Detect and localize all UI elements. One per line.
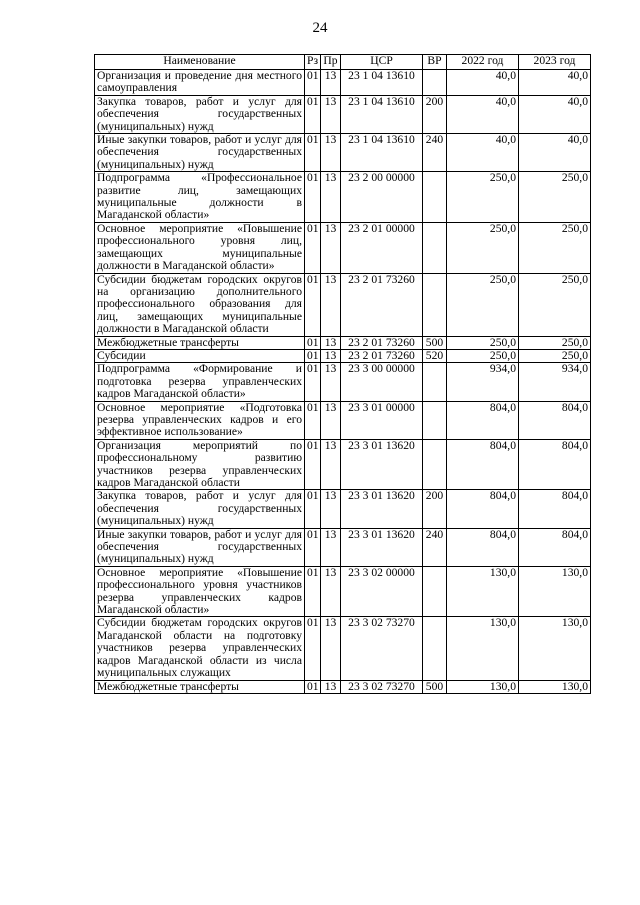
cell-name: Закупка товаров, работ и услуг для обеспечения государственных (муниципальных) нужд bbox=[95, 490, 305, 528]
cell-csr: 23 3 00 00000 bbox=[341, 363, 423, 401]
cell-pr: 13 bbox=[321, 349, 341, 362]
cell-rz: 01 bbox=[305, 528, 321, 566]
cell-2023: 250,0 bbox=[519, 172, 591, 223]
cell-pr: 13 bbox=[321, 95, 341, 133]
cell-rz: 01 bbox=[305, 336, 321, 349]
header-row bbox=[95, 55, 591, 70]
cell-pr: 13 bbox=[321, 617, 341, 680]
cell-name: Закупка товаров, работ и услуг для обеспечения государственных (муниципальных) нужд bbox=[95, 95, 305, 133]
cell-rz: 01 bbox=[305, 349, 321, 362]
cell-name: Основное мероприятие «Подготовка резерва управленческих кадров и его эффективное использование» bbox=[95, 401, 305, 439]
cell-2022: 130,0 bbox=[447, 680, 519, 693]
cell-name: Организация и проведение дня местного самоуправления bbox=[95, 70, 305, 96]
table-body bbox=[95, 70, 591, 694]
table-row bbox=[95, 134, 591, 172]
cell-csr: 23 2 01 00000 bbox=[341, 222, 423, 273]
cell-name: Межбюджетные трансферты bbox=[95, 336, 305, 349]
cell-pr: 13 bbox=[321, 363, 341, 401]
cell-vr bbox=[423, 363, 447, 401]
header-vr: ВР bbox=[423, 55, 447, 70]
cell-vr bbox=[423, 617, 447, 680]
cell-2022: 130,0 bbox=[447, 566, 519, 617]
cell-vr: 200 bbox=[423, 95, 447, 133]
cell-rz: 01 bbox=[305, 490, 321, 528]
cell-2023: 40,0 bbox=[519, 134, 591, 172]
cell-2022: 130,0 bbox=[447, 617, 519, 680]
cell-2022: 250,0 bbox=[447, 222, 519, 273]
cell-rz: 01 bbox=[305, 363, 321, 401]
cell-pr: 13 bbox=[321, 134, 341, 172]
cell-csr: 23 2 00 00000 bbox=[341, 172, 423, 223]
cell-2022: 804,0 bbox=[447, 401, 519, 439]
header-rz: Рз bbox=[305, 55, 321, 70]
table-row bbox=[95, 680, 591, 693]
table-row bbox=[95, 566, 591, 617]
cell-csr: 23 3 01 13620 bbox=[341, 439, 423, 490]
cell-vr bbox=[423, 172, 447, 223]
cell-csr: 23 1 04 13610 bbox=[341, 70, 423, 96]
cell-rz: 01 bbox=[305, 680, 321, 693]
cell-rz: 01 bbox=[305, 95, 321, 133]
cell-vr: 240 bbox=[423, 134, 447, 172]
table-row bbox=[95, 172, 591, 223]
cell-rz: 01 bbox=[305, 401, 321, 439]
cell-vr bbox=[423, 273, 447, 336]
cell-rz: 01 bbox=[305, 273, 321, 336]
cell-csr: 23 1 04 13610 bbox=[341, 95, 423, 133]
cell-2023: 40,0 bbox=[519, 95, 591, 133]
header-pr: Пр bbox=[321, 55, 341, 70]
cell-csr: 23 2 01 73260 bbox=[341, 336, 423, 349]
cell-name: Организация мероприятий по профессиональному развитию участников резерва управленческих кадров Магаданской области bbox=[95, 439, 305, 490]
cell-2023: 250,0 bbox=[519, 273, 591, 336]
cell-pr: 13 bbox=[321, 528, 341, 566]
cell-pr: 13 bbox=[321, 680, 341, 693]
table-row bbox=[95, 528, 591, 566]
budget-table bbox=[94, 54, 591, 694]
cell-pr: 13 bbox=[321, 172, 341, 223]
cell-name: Иные закупки товаров, работ и услуг для обеспечения государственных (муниципальных) нужд bbox=[95, 528, 305, 566]
cell-2023: 250,0 bbox=[519, 349, 591, 362]
cell-csr: 23 3 02 73270 bbox=[341, 680, 423, 693]
cell-pr: 13 bbox=[321, 490, 341, 528]
table-row bbox=[95, 222, 591, 273]
cell-2023: 804,0 bbox=[519, 528, 591, 566]
cell-rz: 01 bbox=[305, 439, 321, 490]
cell-pr: 13 bbox=[321, 70, 341, 96]
cell-name: Основное мероприятие «Повышение профессионального уровня участников резерва управленческих кадров Магаданской области» bbox=[95, 566, 305, 617]
table-row bbox=[95, 363, 591, 401]
cell-csr: 23 2 01 73260 bbox=[341, 349, 423, 362]
cell-name: Подпрограмма «Профессиональное развитие лиц, замещающих муниципальные должности в Магаданской области» bbox=[95, 172, 305, 223]
cell-csr: 23 3 01 13620 bbox=[341, 490, 423, 528]
cell-2022: 250,0 bbox=[447, 273, 519, 336]
cell-2022: 804,0 bbox=[447, 439, 519, 490]
table-row bbox=[95, 70, 591, 96]
cell-2022: 250,0 bbox=[447, 349, 519, 362]
cell-2023: 804,0 bbox=[519, 439, 591, 490]
header-2023: 2023 год bbox=[519, 55, 591, 70]
cell-2022: 40,0 bbox=[447, 134, 519, 172]
cell-vr bbox=[423, 70, 447, 96]
cell-2023: 934,0 bbox=[519, 363, 591, 401]
cell-rz: 01 bbox=[305, 566, 321, 617]
cell-rz: 01 bbox=[305, 222, 321, 273]
cell-name: Основное мероприятие «Повышение профессионального уровня лиц, замещающих муниципальные должности в Магаданской области» bbox=[95, 222, 305, 273]
cell-csr: 23 3 01 13620 bbox=[341, 528, 423, 566]
cell-csr: 23 3 02 73270 bbox=[341, 617, 423, 680]
cell-vr bbox=[423, 566, 447, 617]
cell-pr: 13 bbox=[321, 401, 341, 439]
table-row bbox=[95, 273, 591, 336]
cell-vr: 500 bbox=[423, 336, 447, 349]
cell-vr bbox=[423, 222, 447, 273]
cell-name: Субсидии бюджетам городских округов на организацию дополнительного профессионального образования для лиц, замещающих муниципальные должности в Магаданской области bbox=[95, 273, 305, 336]
table-row bbox=[95, 439, 591, 490]
cell-2023: 40,0 bbox=[519, 70, 591, 96]
header-2022: 2022 год bbox=[447, 55, 519, 70]
cell-vr: 520 bbox=[423, 349, 447, 362]
cell-rz: 01 bbox=[305, 617, 321, 680]
cell-2023: 130,0 bbox=[519, 680, 591, 693]
cell-vr bbox=[423, 401, 447, 439]
cell-2022: 934,0 bbox=[447, 363, 519, 401]
cell-rz: 01 bbox=[305, 70, 321, 96]
cell-2022: 804,0 bbox=[447, 490, 519, 528]
table-header bbox=[95, 55, 591, 70]
cell-2023: 130,0 bbox=[519, 617, 591, 680]
cell-name: Субсидии bbox=[95, 349, 305, 362]
cell-pr: 13 bbox=[321, 222, 341, 273]
header-name: Наименование bbox=[95, 55, 305, 70]
cell-2023: 250,0 bbox=[519, 222, 591, 273]
page-number: 24 bbox=[312, 20, 328, 36]
table-row bbox=[95, 490, 591, 528]
cell-2022: 40,0 bbox=[447, 95, 519, 133]
cell-2023: 804,0 bbox=[519, 490, 591, 528]
cell-2022: 804,0 bbox=[447, 528, 519, 566]
cell-2022: 40,0 bbox=[447, 70, 519, 96]
cell-csr: 23 2 01 73260 bbox=[341, 273, 423, 336]
table-row bbox=[95, 336, 591, 349]
cell-name: Иные закупки товаров, работ и услуг для обеспечения государственных (муниципальных) нужд bbox=[95, 134, 305, 172]
table-row bbox=[95, 349, 591, 362]
header-csr: ЦСР bbox=[341, 55, 423, 70]
cell-2023: 250,0 bbox=[519, 336, 591, 349]
cell-pr: 13 bbox=[321, 439, 341, 490]
cell-name: Межбюджетные трансферты bbox=[95, 680, 305, 693]
cell-rz: 01 bbox=[305, 134, 321, 172]
cell-2023: 130,0 bbox=[519, 566, 591, 617]
cell-csr: 23 1 04 13610 bbox=[341, 134, 423, 172]
cell-pr: 13 bbox=[321, 336, 341, 349]
cell-vr: 500 bbox=[423, 680, 447, 693]
cell-2022: 250,0 bbox=[447, 336, 519, 349]
cell-vr: 200 bbox=[423, 490, 447, 528]
cell-2023: 804,0 bbox=[519, 401, 591, 439]
cell-csr: 23 3 01 00000 bbox=[341, 401, 423, 439]
cell-pr: 13 bbox=[321, 273, 341, 336]
cell-vr: 240 bbox=[423, 528, 447, 566]
cell-rz: 01 bbox=[305, 172, 321, 223]
cell-2022: 250,0 bbox=[447, 172, 519, 223]
table-row bbox=[95, 401, 591, 439]
cell-pr: 13 bbox=[321, 566, 341, 617]
cell-name: Субсидии бюджетам городских округов Магаданской области на подготовку участников резерва управленческих кадров Магаданской области из числа муниципальных служащих bbox=[95, 617, 305, 680]
cell-name: Подпрограмма «Формирование и подготовка резерва управленческих кадров Магаданской области» bbox=[95, 363, 305, 401]
cell-csr: 23 3 02 00000 bbox=[341, 566, 423, 617]
table-row bbox=[95, 617, 591, 680]
table-row bbox=[95, 95, 591, 133]
cell-vr bbox=[423, 439, 447, 490]
